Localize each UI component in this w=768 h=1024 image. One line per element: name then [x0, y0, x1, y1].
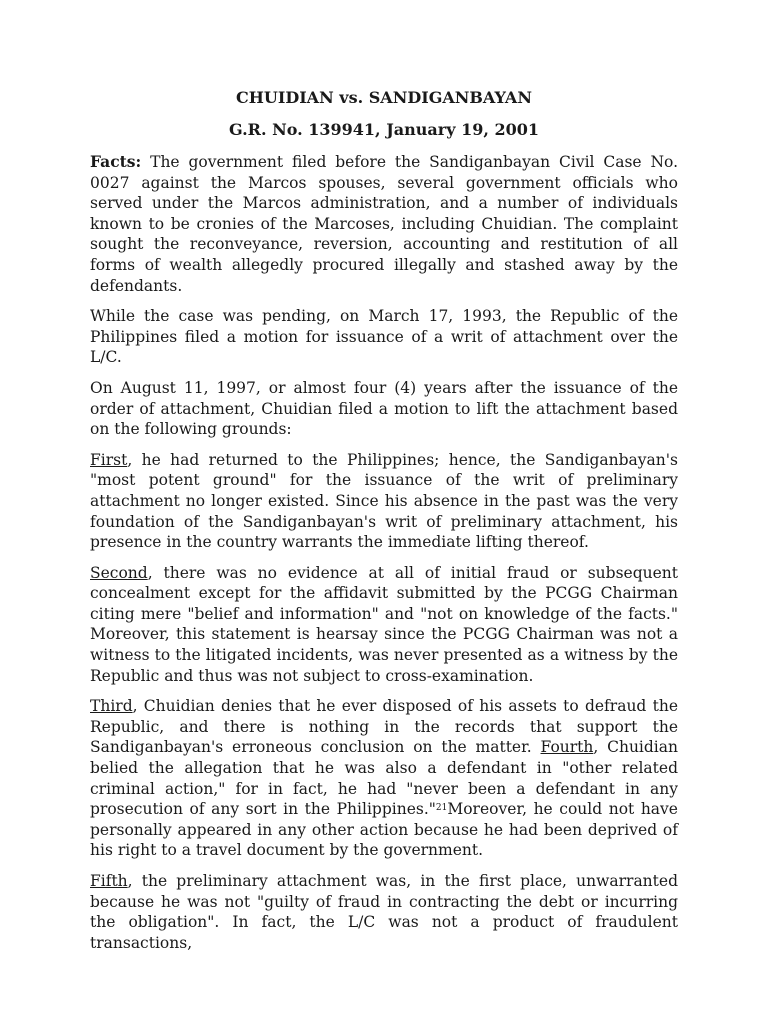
paragraph-lift-motion: [90, 378, 678, 440]
paragraph-text: , Chuidian belied the allegation that he was also a defendant in "other related criminal action," for in fact, he had "never been a defendant in any prosecution of any sort in the Philippines.": [90, 738, 678, 819]
paragraph-third-fourth-ground: [90, 696, 678, 861]
ground-label-fifth: Fifth: [90, 872, 128, 890]
ground-label-third: Third: [90, 697, 133, 716]
paragraph-first-ground: [90, 450, 678, 553]
paragraph-text: , Chuidian denies that he ever disposed of his assets to defraud the Republic, and there is nothing in the records that support the Sandiganbayan's erroneous conclusion on the matter.: [90, 697, 678, 757]
paragraph-text: , there was no evidence at all of initial fraud or subsequent concealment except for the affidavit submitted by the PCGG Chairman citing mere "belief and information" and "not on knowledge of the facts." Moreover, this statement is hearsay since the PCGG Chairman was not a witness to the litigated incidents, was never presented as a witness by the Republic and thus was not subject to cross-examination.: [90, 563, 678, 685]
footnote-reference: 21: [435, 803, 448, 814]
paragraph-facts: [90, 152, 678, 296]
ground-label-first: First: [90, 450, 128, 469]
case-citation: G.R. No. 139941, January 19, 2001: [229, 120, 539, 139]
paragraph-motion: [90, 306, 678, 368]
paragraph-text: While the case was pending, on March 17, 1993, the Republic of the Philippines filed a motion for issuance of a writ of attachment over the L/C.: [90, 307, 678, 367]
paragraph-second-ground: [90, 563, 678, 687]
paragraph-text: , he had returned to the Philippines; hence, the Sandiganbayan's "most potent ground" for the issuance of the writ of preliminary attachment no longer existed. Since his absence in the past was the very foundation of the Sandiganbayan's writ of preliminary attachment, his presence in the country warrants the immediate lifting thereof.: [90, 450, 678, 552]
ground-label-second: Second: [90, 563, 148, 582]
paragraph-text: The government filed before the Sandiganbayan Civil Case No. 0027 against the Marcos spouses, several government officials who served under the Marcos administration, and a number of individuals known to be cronies of the Marcoses, including Chuidian. The complaint sought the reconveyance, reversion, accounting and restitution of all forms of wealth allegedly procured illegally and stashed away by the defendants.: [90, 153, 678, 295]
ground-label-fourth: Fourth: [540, 738, 594, 757]
paragraph-text: , the preliminary attachment was, in the first place, unwarranted because he was not "guilty of fraud in contracting the debt or incurring the obligation". In fact, the L/C was not a product of fraudulent transactions,: [90, 872, 678, 952]
case-title: CHUIDIAN vs. SANDIGANBAYAN: [236, 88, 532, 107]
facts-label: Facts:: [90, 152, 142, 171]
paragraph-text: On August 11, 1997, or almost four (4) years after the issuance of the order of attachment, Chuidian filed a motion to lift the attachment based on the following grounds:: [90, 378, 678, 439]
paragraph-text: Moreover, he could not have personally appeared in any other action because he had been deprived of his right to a travel document by the government.: [90, 800, 678, 860]
paragraph-fifth-ground: [90, 871, 678, 953]
